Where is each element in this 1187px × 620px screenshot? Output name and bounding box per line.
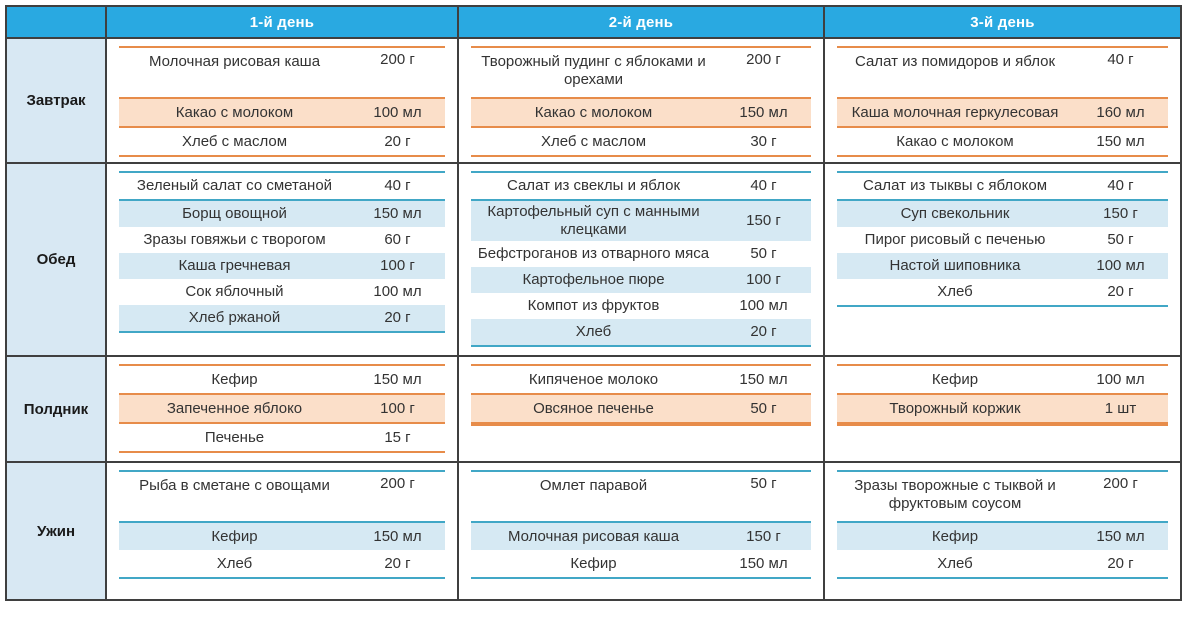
menu-item-row: [471, 128, 811, 155]
header-row: [6, 6, 1181, 38]
dish-amount: 100 мл: [1096, 370, 1145, 388]
accent-rule-bottom: [119, 155, 445, 157]
day-header-2: 2-й день: [458, 6, 824, 38]
dish-amount: 150 мл: [1096, 132, 1145, 150]
dish-amount: 40 г: [1107, 51, 1134, 68]
menu-item-row: [119, 521, 445, 550]
dish-amount: 150 мл: [739, 370, 788, 388]
dish-name: Суп свекольник: [900, 205, 1010, 222]
menu-card: [825, 164, 1180, 312]
dish-amount: 20 г: [750, 323, 777, 340]
dish-amount: 100 мл: [1096, 257, 1145, 274]
menu-item-row: [119, 393, 445, 424]
menu-item-row: [471, 48, 811, 97]
menu-item-row: [119, 472, 445, 521]
dish-amount: 20 г: [384, 309, 411, 326]
dish-name: Хлеб: [216, 554, 253, 572]
dish-amount: 100 г: [380, 399, 415, 417]
menu-item-row: [119, 305, 445, 331]
menu-item-row: [837, 199, 1168, 227]
dish-amount: 40 г: [1107, 177, 1134, 194]
dish-amount: 20 г: [384, 132, 411, 150]
dish-name: Молочная рисовая каша: [148, 53, 321, 70]
menu-item-row: [837, 393, 1168, 424]
snack-row: [6, 356, 1181, 462]
menu-cell-lunch-day2: [458, 163, 824, 356]
menu-item-row: [119, 173, 445, 199]
menu-item-row: [471, 241, 811, 267]
menu-item-row: [119, 48, 445, 97]
dish-amount: 30 г: [750, 132, 777, 150]
dish-amount: 200 г: [746, 51, 781, 68]
menu-item-row: [837, 128, 1168, 155]
dish-name: Пирог рисовый с печенью: [864, 231, 1046, 248]
accent-rule-bottom: [471, 345, 811, 347]
dish-name: Борщ овощной: [182, 205, 287, 222]
menu-item-row: [471, 293, 811, 319]
dish-name: Зеленый салат со сметаной: [136, 177, 333, 194]
dish-name: Компот из фруктов: [527, 297, 660, 314]
dish-amount: 150 мл: [739, 103, 788, 121]
menu-item-row: [119, 550, 445, 577]
menu-item-row: [119, 279, 445, 305]
dish-amount: 100 г: [380, 257, 415, 274]
dish-amount: 150 мл: [1096, 527, 1145, 545]
dish-name: Какао с молоком: [896, 132, 1014, 150]
menu-card: [107, 164, 457, 338]
accent-rule-bottom: [471, 155, 811, 157]
dish-name: Картофельный суп с манными клецками: [487, 203, 700, 238]
dish-name: Творожный пудинг с яблоками и орехами: [481, 53, 706, 88]
dish-name: Какао с молоком: [175, 103, 294, 121]
dish-name: Кефир: [931, 370, 979, 388]
menu-item-row: [471, 550, 811, 577]
menu-cell-lunch-day1: [106, 163, 458, 356]
accent-rule-bottom: [837, 577, 1168, 579]
dish-name: Хлеб с маслом: [181, 132, 288, 150]
corner-header-cell: [6, 6, 106, 38]
menu-cell-dinner-day2: [458, 462, 824, 600]
dish-name: Хлеб: [575, 323, 612, 340]
menu-item-row: [837, 97, 1168, 128]
menu-cell-breakfast-day1: [106, 38, 458, 163]
menu-card: [459, 164, 823, 352]
dish-amount: 100 мл: [739, 297, 788, 314]
dish-name: Рыба в сметане с овощами: [139, 477, 330, 494]
dish-amount: 20 г: [1107, 283, 1134, 300]
menu-cell-snack-day1: [106, 356, 458, 462]
dish-name: Хлеб: [937, 554, 973, 572]
menu-item-row: [471, 173, 811, 199]
dish-amount: 50 г: [750, 475, 777, 492]
meal-label-breakfast: Завтрак: [6, 38, 106, 163]
accent-rule-bottom: [471, 424, 811, 426]
dish-amount: 150 мл: [373, 370, 422, 388]
accent-rule-bottom: [837, 155, 1168, 157]
menu-card: [107, 357, 457, 458]
menu-item-row: [471, 366, 811, 393]
dish-amount: 150 г: [746, 212, 781, 229]
dish-name: Кипяченое молоко: [528, 370, 659, 388]
dish-amount: 160 мл: [1096, 103, 1145, 121]
dish-name: Настой шиповника: [889, 257, 1021, 274]
dish-name: Сок яблочный: [185, 283, 284, 300]
dish-amount: 150 мл: [373, 205, 422, 222]
menu-item-row: [119, 227, 445, 253]
dish-name: Кефир: [931, 527, 979, 545]
dish-amount: 20 г: [384, 554, 411, 572]
dish-name: Хлеб с маслом: [540, 132, 647, 150]
dish-amount: 150 мл: [373, 527, 422, 545]
dish-name: Картофельное пюре: [522, 271, 665, 288]
dish-name: Салат из свеклы и яблок: [506, 177, 681, 194]
dish-name: Омлет паравой: [539, 477, 648, 494]
menu-cell-breakfast-day3: [824, 38, 1181, 163]
menu-item-row: [837, 48, 1168, 97]
menu-card: [825, 39, 1180, 162]
dish-amount: 15 г: [384, 428, 411, 446]
menu-item-row: [471, 199, 811, 241]
dish-name: Кефир: [570, 554, 617, 572]
dish-name: Салат из помидоров и яблок: [854, 53, 1056, 70]
dish-name: Салат из тыквы с яблоком: [862, 177, 1048, 194]
dish-amount: 40 г: [384, 177, 411, 194]
dish-name: Овсяное печенье: [533, 399, 654, 417]
dish-amount: 150 мл: [739, 554, 788, 572]
menu-cell-breakfast-day2: [458, 38, 824, 163]
menu-item-row: [837, 366, 1168, 393]
dish-amount: 200 г: [380, 475, 415, 492]
accent-rule-bottom: [119, 451, 445, 453]
menu-item-row: [119, 97, 445, 128]
meal-label-dinner: Ужин: [6, 462, 106, 600]
menu-cell-dinner-day3: [824, 462, 1181, 600]
menu-item-row: [471, 97, 811, 128]
dinner-row: [6, 462, 1181, 600]
meal-plan-table: [5, 5, 1182, 601]
menu-item-row: [471, 521, 811, 550]
dish-amount: 40 г: [750, 177, 777, 194]
dish-amount: 100 мл: [373, 103, 422, 121]
menu-card: [825, 357, 1180, 431]
menu-item-row: [837, 253, 1168, 279]
dish-amount: 200 г: [380, 51, 415, 68]
menu-item-row: [837, 521, 1168, 550]
dish-name: Кефир: [211, 370, 258, 388]
dish-name: Творожный коржик: [889, 399, 1021, 417]
dish-amount: 50 г: [750, 245, 777, 262]
menu-card: [107, 39, 457, 162]
menu-item-row: [837, 227, 1168, 253]
dish-amount: 100 г: [746, 271, 781, 288]
menu-item-row: [837, 472, 1168, 521]
dish-name: Бефстроганов из отварного мяса: [477, 245, 710, 262]
menu-item-row: [119, 366, 445, 393]
menu-item-row: [119, 199, 445, 227]
menu-cell-dinner-day1: [106, 462, 458, 600]
menu-card: [459, 39, 823, 162]
menu-item-row: [119, 253, 445, 279]
dish-amount: 50 г: [1107, 231, 1134, 248]
dish-name: Зразы говяжьи с творогом: [143, 231, 326, 248]
menu-card: [459, 357, 823, 431]
dish-amount: 200 г: [1103, 475, 1138, 492]
dish-amount: 100 мл: [373, 283, 422, 300]
meal-label-snack: Полдник: [6, 356, 106, 462]
menu-item-row: [471, 393, 811, 424]
dish-name: Печенье: [204, 428, 265, 446]
day-header-3: 3-й день: [824, 6, 1181, 38]
menu-item-row: [837, 550, 1168, 577]
menu-item-row: [119, 424, 445, 451]
menu-card: [459, 463, 823, 584]
dish-amount: 50 г: [750, 399, 777, 417]
accent-rule-bottom: [837, 305, 1168, 307]
accent-rule-bottom: [119, 331, 445, 333]
menu-item-row: [471, 319, 811, 345]
dish-name: Каша молочная геркулесовая: [851, 103, 1059, 121]
menu-item-row: [837, 279, 1168, 305]
dish-amount: 150 г: [1103, 205, 1138, 222]
dish-name: Хлеб ржаной: [188, 309, 281, 326]
accent-rule-bottom: [837, 424, 1168, 426]
menu-card: [107, 463, 457, 584]
dish-amount: 1 шт: [1104, 399, 1137, 417]
menu-item-row: [119, 128, 445, 155]
dish-name: Молочная рисовая каша: [507, 527, 680, 545]
meal-label-lunch: Обед: [6, 163, 106, 356]
dish-name: Каша гречневая: [178, 257, 291, 274]
menu-item-row: [837, 173, 1168, 199]
dish-name: Кефир: [211, 527, 258, 545]
accent-rule-bottom: [119, 577, 445, 579]
dish-name: Зразы творожные с тыквой и фруктовым соусом: [854, 477, 1056, 512]
dish-amount: 150 г: [746, 527, 781, 545]
menu-item-row: [471, 267, 811, 293]
menu-cell-snack-day2: [458, 356, 824, 462]
menu-item-row: [471, 472, 811, 521]
breakfast-row: [6, 38, 1181, 163]
dish-name: Запеченное яблоко: [166, 399, 303, 417]
accent-rule-bottom: [471, 577, 811, 579]
dish-name: Хлеб: [937, 283, 973, 300]
lunch-row: [6, 163, 1181, 356]
menu-cell-snack-day3: [824, 356, 1181, 462]
day-header-1: 1-й день: [106, 6, 458, 38]
dish-amount: 20 г: [1107, 554, 1134, 572]
dish-name: Какао с молоком: [534, 103, 653, 121]
menu-card: [825, 463, 1180, 584]
dish-amount: 60 г: [384, 231, 411, 248]
menu-cell-lunch-day3: [824, 163, 1181, 356]
